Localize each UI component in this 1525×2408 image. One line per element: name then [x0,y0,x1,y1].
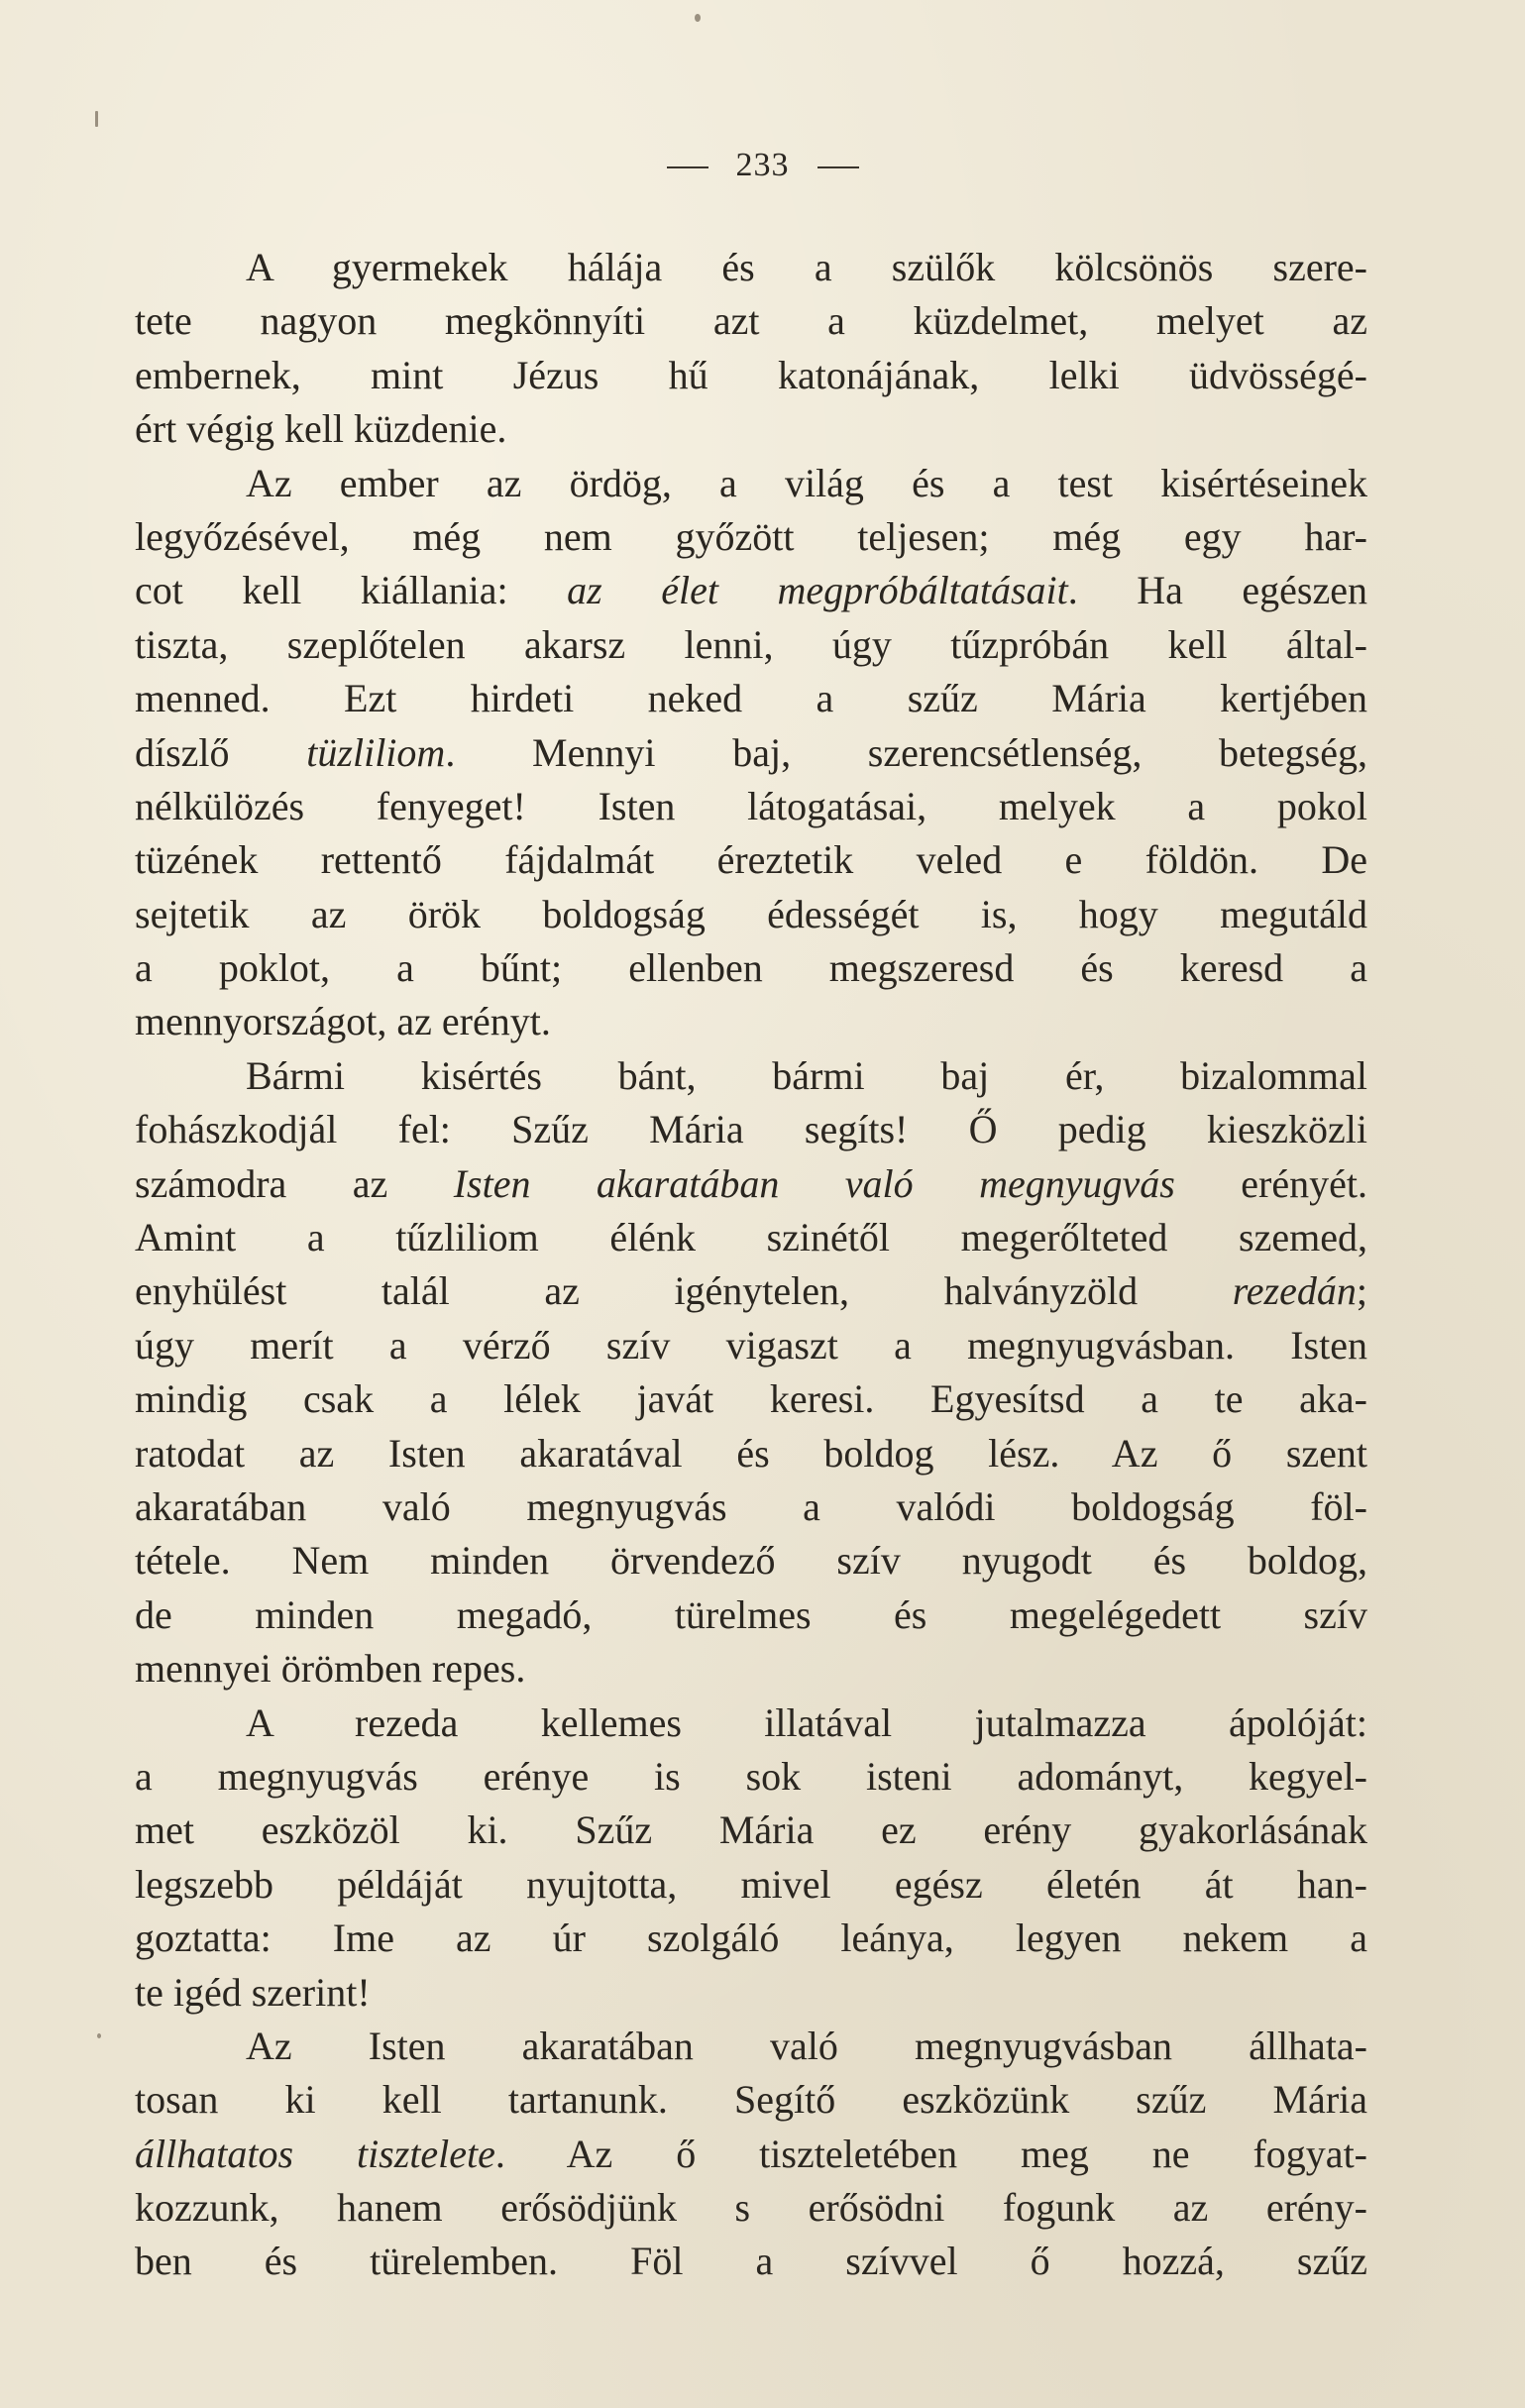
text-line: legszebb példáját nyujtotta, mivel egész életén át han- [135,1861,1367,1907]
text-line: akaratában való megnyugvás a valódi boldogság föl- [135,1483,1367,1529]
text-line: menned. Ezt hirdeti neked a szűz Mária kertjében [135,676,1367,721]
text-line: embernek, mint Jézus hű katonájának, lelki üdvösségé- [135,352,1367,397]
italic-phrase: tüzliliom [306,729,446,775]
header-dash-left [667,166,708,168]
text-line: Amint a tűzliliom élénk szinétől megerőlteted szemed, [135,1215,1367,1260]
text-line: tosan ki kell tartanunk. Segítő eszközünk szűz Mária [135,2077,1367,2123]
text-line: tete nagyon megkönnyíti azt a küzdelmet, melyet az [135,298,1367,344]
text-line: sejtetik az örök boldogság édességét is, hogy megutáld [135,891,1367,936]
text-line: Az ember az ördög, a világ és a test kisértéseinek [246,460,1367,505]
text-line: cot kell kiállania: az élet megpróbáltatásait. Ha egészen [135,568,1367,613]
body-text [135,241,1367,2289]
text-line: met eszközöl ki. Szűz Mária ez erény gyakorlásának [135,1807,1367,1853]
text-line: ratodat az Isten akaratával és boldog lész. Az ő szent [135,1430,1367,1476]
text-line: a poklot, a bűnt; ellenben megszeresd és keresd a [135,945,1367,991]
header-dash-right [817,166,859,168]
paper-speck [695,14,701,22]
text-line: nélkülözés fenyeget! Isten látogatásai, melyek a pokol [135,783,1367,828]
text-line: mennyei örömben repes. [135,1646,526,1692]
paper-speck [97,2033,101,2038]
text-line: fohászkodjál fel: Szűz Mária segíts! Ő pedig kieszközli [135,1107,1367,1152]
text-line: kozzunk, hanem erősödjünk s erősödni fogunk az erény- [135,2185,1367,2231]
text-line: a megnyugvás erénye is sok isteni adományt, kegyel- [135,1753,1367,1799]
text-line: A gyermekek hálája és a szülők kölcsönös szere- [246,245,1367,289]
text-line: mindig csak a lélek javát keresi. Egyesítsd a te aka- [135,1376,1367,1422]
text-line: A rezeda kellemes illatával jutalmazza ápolóját: [246,1699,1367,1745]
text-line: úgy merít a vérző szív vigaszt a megnyugvásban. Isten [135,1322,1367,1368]
text-line: te igéd szerint! [135,1969,371,2015]
italic-phrase: Isten akaratában való megnyugvás [453,1160,1175,1206]
text-line: enyhülést talál az igénytelen, halványzöld rezedán; [135,1268,1367,1314]
italic-phrase: állhatatos tisztelete [135,2131,495,2176]
text-line: ért végig kell küzdenie. [135,406,507,452]
text-line: állhatatos tisztelete. Az ő tiszteletében meg ne fogyat- [135,2131,1367,2176]
text-line: tiszta, szeplőtelen akarsz lenni, úgy tűzpróbán kell által- [135,621,1367,667]
italic-phrase: rezedán [1232,1268,1357,1314]
page-header [0,147,1525,184]
text-line: tüzének rettentő fájdalmát éreztetik veled e földön. De [135,837,1367,883]
text-line: mennyországot, az erényt. [135,999,551,1044]
text-line: Az Isten akaratában való megnyugvásban állhata- [246,2023,1367,2068]
text-line: goztatta: Ime az úr szolgáló leánya, legyen nekem a [135,1915,1367,1961]
text-line: de minden megadó, türelmes és megelégedett szív [135,1591,1367,1637]
text-line: legyőzésével, még nem győzött teljesen; még egy har- [135,513,1367,559]
text-line: számodra az Isten akaratában való megnyugvás erényét. [135,1160,1367,1206]
text-line: díszlő tüzliliom. Mennyi baj, szerencsétlenség, betegség, [135,729,1367,775]
italic-phrase: az élet megpróbáltatásait [567,568,1068,613]
text-line: ben és türelemben. Föl a szívvel ő hozzá, szűz [135,2239,1367,2284]
paper-speck [95,111,98,127]
text-line: Bármi kisértés bánt, bármi baj ér, bizalommal [246,1052,1367,1098]
page-number: 233 [735,147,790,183]
text-line: tétele. Nem minden örvendező szív nyugodt és boldog, [135,1538,1367,1584]
